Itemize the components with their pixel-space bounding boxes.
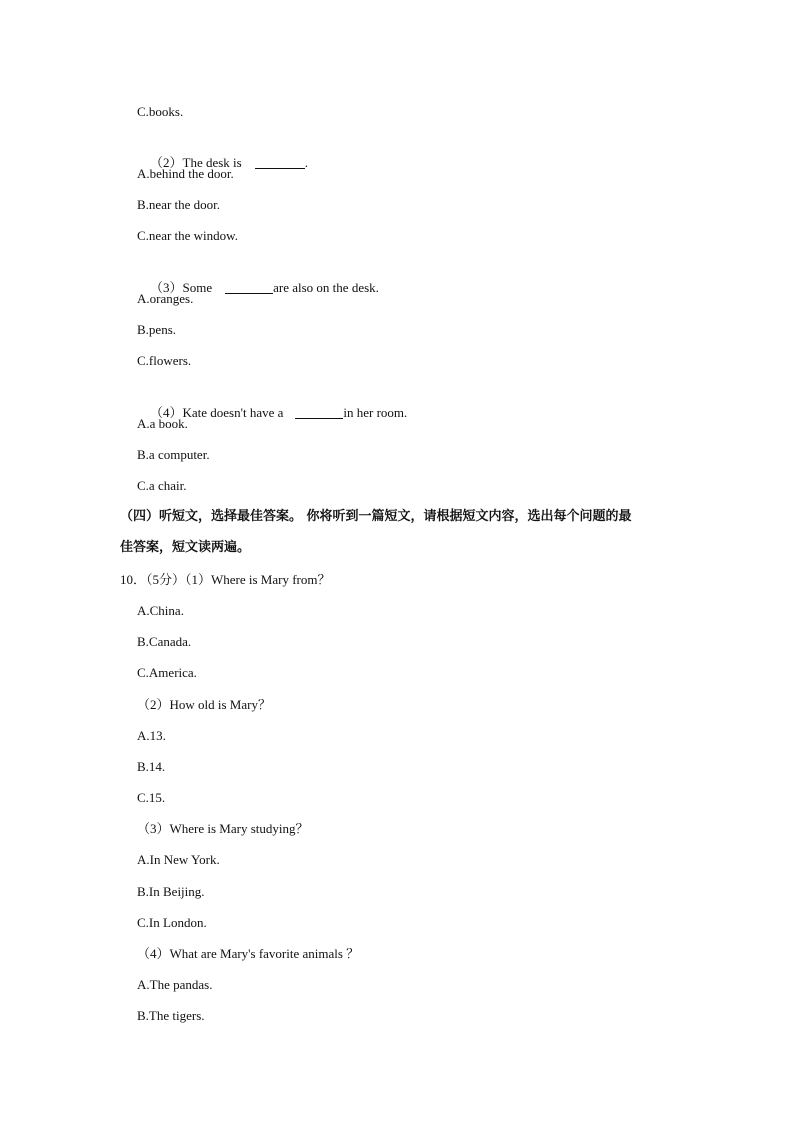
question-2-desk bbox=[137, 133, 794, 170]
question-end: . bbox=[304, 155, 308, 170]
question-4-kate bbox=[137, 383, 794, 420]
question-end: are also on the desk. bbox=[273, 280, 379, 295]
option-b-pens: B.pens. bbox=[137, 322, 176, 337]
option-b-computer: B.a computer. bbox=[137, 447, 210, 462]
question-10: 10．（5分）（1）Where is Mary from？ bbox=[120, 572, 331, 587]
option-c-flowers: C.flowers. bbox=[137, 353, 192, 368]
option-b-canada: B.Canada. bbox=[137, 634, 192, 649]
question-end: in her room. bbox=[343, 405, 408, 420]
question-4-animals: （4）What are Mary's favorite animals ？ bbox=[137, 946, 360, 961]
question-text: （3）Some bbox=[150, 280, 213, 295]
option-c-america: C.America. bbox=[137, 665, 197, 680]
question-text: （4）Kate doesn't have a bbox=[150, 405, 284, 420]
option-a-book: A.a book. bbox=[137, 416, 188, 431]
option-a-oranges: A.oranges. bbox=[137, 291, 194, 306]
option-a-behind-door: A.behind the door. bbox=[137, 166, 234, 181]
option-a-new-york: A.In New York. bbox=[137, 852, 220, 867]
option-a-china: A.China. bbox=[137, 603, 184, 618]
option-c-chair: C.a chair. bbox=[137, 478, 187, 493]
section-4-heading: （四）听短文，选择最佳答案。 你将听到一篇短文，请根据短文内容，选出每个问题的最 bbox=[120, 509, 632, 524]
option-b-beijing: B.In Beijing. bbox=[137, 884, 205, 899]
section-4-heading-cont: 佳答案，短文读两遍。 bbox=[120, 540, 251, 555]
question-text: （2）The desk is bbox=[150, 155, 242, 170]
question-3-studying: （3）Where is Mary studying？ bbox=[137, 821, 309, 836]
question-3-some bbox=[137, 258, 794, 295]
option-a-pandas: A.The pandas. bbox=[137, 977, 213, 992]
option-c-15: C.15. bbox=[137, 790, 166, 805]
option-c-london: C.In London. bbox=[137, 915, 207, 930]
option-a-13: A.13. bbox=[137, 728, 166, 743]
option-b-14: B.14. bbox=[137, 759, 166, 774]
option-c-books: C.books. bbox=[137, 104, 184, 119]
option-c-near-window: C.near the window. bbox=[137, 228, 238, 243]
question-2-age: （2）How old is Mary？ bbox=[137, 697, 271, 712]
option-b-near-door: B.near the door. bbox=[137, 197, 221, 212]
option-b-tigers: B.The tigers. bbox=[137, 1008, 205, 1023]
